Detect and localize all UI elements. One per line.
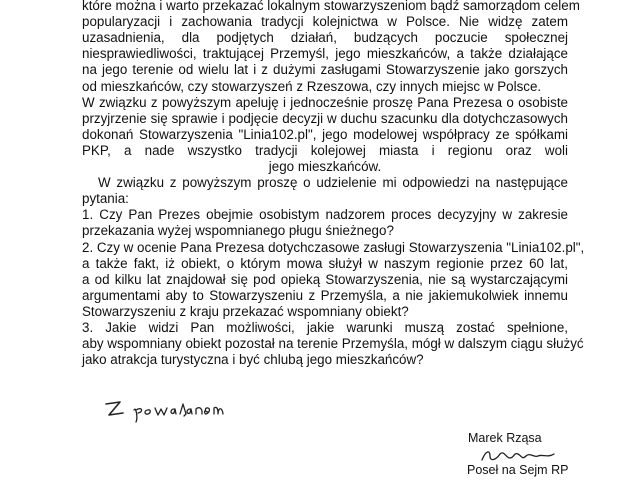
letter-line: 3. Jakie widzi Pan możliwości, jakie warunki muszą zostać spełnione,	[82, 320, 568, 335]
letter-line: niesprawiedliwości, traktującej Przemyśl, jego mieszkańców, a także działające	[82, 46, 568, 62]
letter-line: 1. Czy Pan Prezes obejmie osobistym nadzorem proces decyzyjny w zakresie	[82, 207, 568, 223]
letter-line: jego mieszkańców.	[268, 159, 382, 174]
letter-line: argumentami aby to Stowarzyszeniu z Przemyśla, a nie jakiemukolwiek innemu	[82, 287, 568, 303]
letter-line: przyjrzenie się sprawie i podjęcie decyzji w duchu szacunku dla dotychczasowych	[82, 110, 568, 126]
letter-line: a od kilku lat znajdował się pod opieką Stowarzyszenia, nie są wystarczającymi	[82, 271, 568, 287]
letter-line: PKP, a nade wszystko tradycji kolejowej miasta i regionu oraz woli	[82, 142, 568, 158]
closing-handwritten	[100, 398, 260, 432]
letter-line: W związku z powyższym proszę o udzielenie mi odpowiedzi na następujące	[98, 175, 568, 191]
letter-line: uzasadnienia, dla podjętych działań, budzących poczucie społecznej	[82, 30, 568, 46]
letter-line: od mieszkańców, czy stowarzyszeń z Rzeszowa, czy innych miejsc w Polsce.	[82, 78, 542, 94]
letter-line: dokonań Stowarzyszenia "Linia102.pl", jego modelowej współpracy ze spółkami	[82, 126, 568, 142]
letter-line: pytania:	[82, 191, 129, 207]
signatory-title: Poseł na Sejm RP	[467, 463, 569, 477]
letter-line: przekazania wyżej wspomnianego pługu śnieżnego?	[82, 223, 394, 239]
letter-line: jako atrakcja turystyczna i być chlubą jego mieszkańców?	[82, 352, 424, 368]
letter-line: które można i warto przekazać lokalnym stowarzyszeniom bądź samorządom celem	[82, 0, 580, 13]
letter-line: na jego terenie od wielu lat i z dużymi zasługami Stowarzyszenie jako gorszych	[82, 62, 568, 78]
letter-line: Stowarzyszeniu z kraju przekazać wspomniany obiekt?	[82, 303, 409, 319]
letter-line: aby wspomniany obiekt pozostał na terenie Przemyśla, mógł w dalszym ciągu służyć	[82, 336, 584, 352]
letter-line: 2. Czy w ocenie Pana Prezesa dotychczasowe zasługi Stowarzyszenia "Linia102.pl",	[82, 239, 585, 255]
letter-line: a także fakt, iż obiekt, o którym mowa służył w naszym regionie przez 60 lat,	[82, 255, 568, 271]
signatory-name: Marek Rząsa	[468, 431, 542, 445]
letter-line: popularyzacji i zachowania tradycji kolejnictwa w Polsce. Nie widzę zatem	[82, 14, 568, 30]
letter-line: W związku z powyższym apeluję i jednocześnie proszę Pana Prezesa o osobiste	[82, 94, 568, 110]
